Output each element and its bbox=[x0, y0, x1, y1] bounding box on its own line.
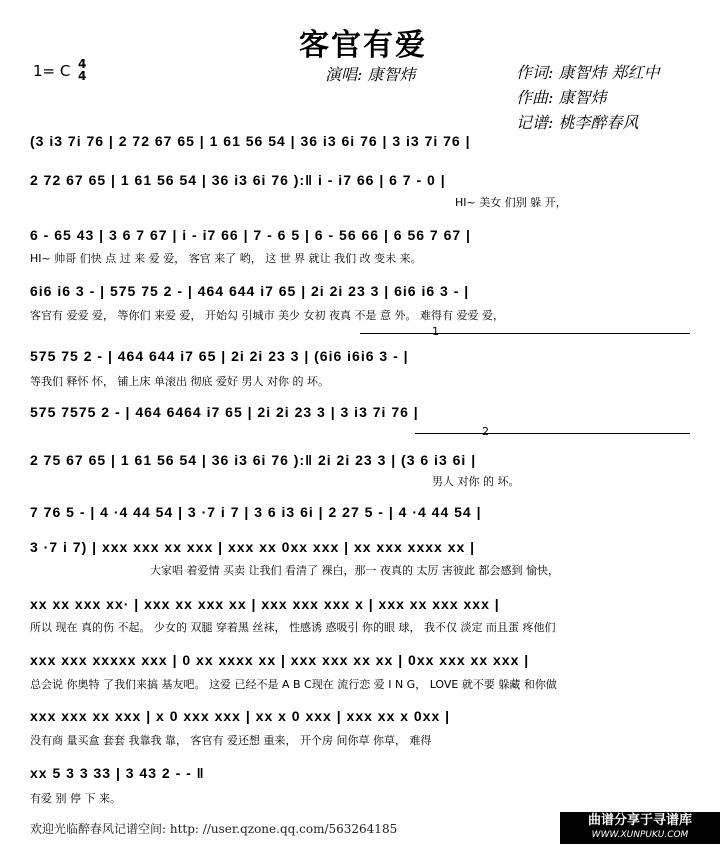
score-row-1: (3 i3 7i 76 | 2 72 67 65 | 1 61 56 54 | 36 i3 6i 76 | 3 i3 7i 76 | bbox=[30, 133, 471, 149]
score-row-12: xxx xxx xx xxx | x 0 xxx xxx | xx x 0 xxx | xxx xx x 0xx | bbox=[30, 708, 451, 724]
score-row-11: xxx xxx xxxxx xxx | 0 xx xxxx xx | xxx xxx xx xx | 0xx xxx xx xxx | bbox=[30, 652, 530, 668]
time-signature bbox=[78, 58, 86, 82]
score-row-13: xx 5 3 3 33 | 3 43 2 - - ‖ bbox=[30, 765, 205, 781]
lyric-row-5: 等我们 释怀 怀， 铺上床 单滚出 彻底 爱好 男人 对你 的 坏。 bbox=[30, 375, 329, 388]
score-row-3: 6 - 65 43 | 3 6 7 67 | i - i7 66 | 7 - 6 5 | 6 - 56 66 | 6 56 7 67 | bbox=[30, 227, 471, 243]
meter-top: 4 bbox=[78, 57, 87, 71]
composer-credit: 作曲: 康智炜 bbox=[516, 88, 607, 107]
score-row-2: 2 72 67 65 | 1 61 56 54 | 36 i3 6i 76 ):‖ i - i7 66 | 6 7 - 0 | bbox=[30, 172, 446, 188]
footer-link-text: 欢迎光临醉春风记谱空间: http: //user.qzone.qq.com/563264185 bbox=[30, 822, 398, 836]
lyric-row-4: 客官有 爱爱 爱， 等你们 来爱 爱， 开始勾 引城市 美少 女初 夜真 不是 意 外。 难得有 爱爱 爱， bbox=[30, 309, 504, 322]
score-row-10: xx xx xxx xx· | xxx xx xxx xx | xxx xxx xxx x | xxx xx xxx xxx | bbox=[30, 596, 500, 612]
lyric-row-10: 所以 现在 真的伤 不起。 少女的 双腿 穿着黑 丝袜， 性感诱 惑吸引 你的眼 球， 我不仅 淡定 而且蛋 疼他们 bbox=[30, 621, 556, 634]
score-row-5: 575 75 2 - | 464 644 i7 65 | 2i 2i 23 3 | (6i6 i6i6 3 - | bbox=[30, 348, 409, 364]
score-row-7: 2 75 67 65 | 1 61 56 54 | 36 i3 6i 76 ):‖ 2i 2i 23 3 | (3 6 i3 6i | bbox=[30, 452, 477, 468]
lyric-row-3: HI~ 帅哥 们快 点 过 来 爱 爱， 客官 来了 哟， 这 世 界 就让 我们 改 变未 来。 bbox=[30, 252, 422, 265]
score-row-8: 7 76 5 - | 4 ·4 44 54 | 3 ·7 i 7 | 3 6 i3 6i | 2 27 5 - | 4 ·4 44 54 | bbox=[30, 504, 482, 520]
lyric-row-12: 没有商 量买盒 套套 我靠我 靠， 客官有 爱还想 重来， 开个房 间你草 你草， 难得 bbox=[30, 734, 432, 747]
logo-url: WWW.XUNPUKU.COM bbox=[591, 830, 689, 840]
lyric-row-13: 有爱 别 停 下 来。 bbox=[30, 792, 121, 805]
site-logo bbox=[560, 812, 720, 844]
volta-1-bracket bbox=[360, 333, 690, 334]
lyric-row-11: 总会说 你奥特 了我们来搞 基友吧。 这爱 已经不是 A B C现在 流行恋 爱 I N G， LOVE 就不要 躲藏 和你做 bbox=[30, 678, 557, 691]
lyricist-credit: 作词: 康智炜 郑红中 bbox=[516, 63, 660, 82]
key-signature: 1= C bbox=[33, 62, 71, 80]
score-row-9: 3 ·7 i 7) | xxx xxx xx xxx | xxx xx 0xx xxx | xx xxx xxxx xx | bbox=[30, 539, 476, 555]
lyric-row-2: HI~ 美女 们别 躲 开， bbox=[455, 196, 567, 209]
credits-block bbox=[516, 60, 660, 135]
score-row-6: 575 7575 2 - | 464 6464 i7 65 | 2i 2i 23 3 | 3 i3 7i 76 | bbox=[30, 404, 419, 420]
volta-2-bracket bbox=[415, 433, 690, 434]
volta-1-label: 1 bbox=[432, 325, 439, 338]
score-row-4: 6i6 i6 3 - | 575 75 2 - | 464 644 i7 65 | 2i 2i 23 3 | 6i6 i6 3 - | bbox=[30, 283, 470, 299]
lyric-row-9: 大家唱 着爱情 买卖 让我们 看清了 裸白，那一 夜真的 太厉 害彼此 都会感到 愉快， bbox=[150, 564, 559, 577]
song-title: 客官有爱 bbox=[299, 28, 427, 63]
lyric-row-7: 男人 对你 的 坏。 bbox=[432, 475, 520, 488]
meter-bottom: 4 bbox=[78, 69, 87, 83]
transcriber-credit: 记谱: 桃李醉春风 bbox=[516, 113, 639, 132]
logo-title: 曲谱分享于寻谱库 bbox=[587, 813, 692, 828]
volta-2-label: 2 bbox=[482, 425, 489, 438]
singer-credit: 演唱: 康智炜 bbox=[325, 65, 416, 84]
